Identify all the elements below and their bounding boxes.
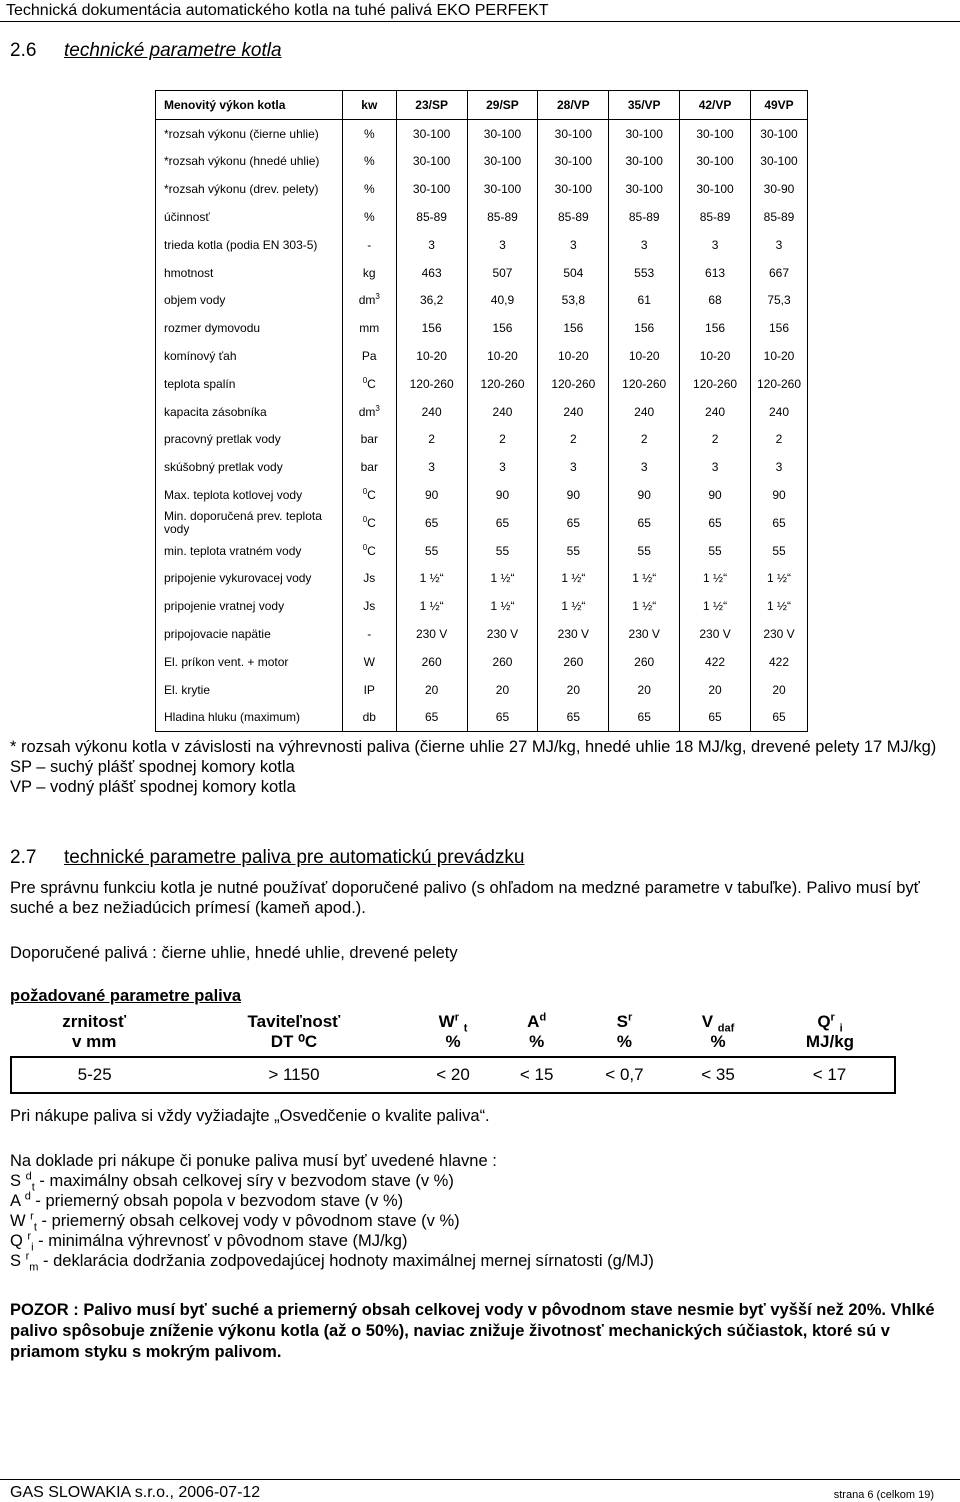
fuel-requirement-paragraph: Pre správnu funkciu kotla je nutné používať doporučené palivo (s ohľadom na medzné parametre v tabuľke). Palivo musí byť suché a bez nežiadúcich prímesí (kameň apod.). <box>10 879 920 917</box>
fuel-header-unit: % <box>710 1032 726 1051</box>
fuel-header-cell <box>11 1008 177 1057</box>
value-cell: 3 <box>538 453 609 481</box>
table-row <box>156 398 808 426</box>
fuel-value-cell: < 35 <box>671 1057 765 1093</box>
value-cell: 2 <box>467 426 538 454</box>
section-title: technické parametre paliva pre automatickú prevádzku <box>64 847 525 868</box>
row-unit: $^0$C <box>342 370 396 398</box>
row-label: min. teplota vratném vody <box>156 537 343 565</box>
value-cell: 90 <box>750 481 807 509</box>
fuel-header-unit: DT ⁰C <box>270 1032 318 1051</box>
value-cell: 90 <box>538 481 609 509</box>
section-title: technické parametre kotla <box>64 40 282 61</box>
value-cell: 230 V <box>680 620 751 648</box>
subscript: i <box>31 1241 34 1254</box>
fuel-header-cell <box>765 1008 895 1057</box>
value-cell: 68 <box>680 287 751 315</box>
table-row <box>156 592 808 620</box>
definition-line: W $^r_t$ - priemerný obsah celkovej vody v pôvodnom stave (v %) <box>10 1210 460 1234</box>
certificate-note: Pri nákupe paliva si vždy vyžiadajte „Osvedčenie o kvalite paliva“. <box>10 1107 490 1125</box>
value-cell: 30-100 <box>396 119 467 147</box>
recommended-fuels: Doporučené palivá : čierne uhlie, hnedé uhlie, drevené pelety <box>10 944 458 962</box>
header-cell: 23/SP <box>396 91 467 120</box>
value-cell: 20 <box>750 676 807 704</box>
value-cell: 3 <box>680 231 751 259</box>
value-cell: 10-20 <box>467 342 538 370</box>
section-2-7-heading <box>10 847 524 869</box>
row-unit: % <box>342 175 396 203</box>
table-row <box>156 509 808 537</box>
value-cell: 1 ½“ <box>396 565 467 593</box>
document-requirements <box>10 1151 654 1274</box>
table-row <box>156 620 808 648</box>
value-cell: 30-100 <box>396 148 467 176</box>
fuel-header-cell <box>671 1008 765 1057</box>
value-cell: 2 <box>396 426 467 454</box>
subscript: t <box>31 1181 35 1194</box>
superscript: r <box>30 1210 34 1223</box>
value-cell: 20 <box>396 676 467 704</box>
row-label: trieda kotla (podia EN 303-5) <box>156 231 343 259</box>
row-unit: - <box>342 620 396 648</box>
value-cell: 30-100 <box>538 175 609 203</box>
table-row <box>156 259 808 287</box>
fuel-header-unit: v mm <box>71 1032 117 1051</box>
value-cell: 240 <box>396 398 467 426</box>
subscript: i <box>839 1022 843 1035</box>
value-cell: 507 <box>467 259 538 287</box>
value-cell: 20 <box>680 676 751 704</box>
value-cell: 55 <box>467 537 538 565</box>
row-unit: % <box>342 203 396 231</box>
header-cell: 42/VP <box>680 91 751 120</box>
value-cell: 2 <box>538 426 609 454</box>
value-cell: 422 <box>750 648 807 676</box>
value-cell: 20 <box>467 676 538 704</box>
value-cell: 85-89 <box>680 203 751 231</box>
value-cell: 65 <box>750 704 807 732</box>
subscript: t <box>33 1221 37 1234</box>
value-cell: 422 <box>680 648 751 676</box>
value-cell: 30-100 <box>609 175 680 203</box>
table-row <box>156 148 808 176</box>
value-cell: 1 ½“ <box>467 592 538 620</box>
value-cell: 3 <box>467 231 538 259</box>
value-cell: 260 <box>538 648 609 676</box>
value-cell: 90 <box>467 481 538 509</box>
table-header-row <box>156 91 808 120</box>
value-cell: 120-260 <box>750 370 807 398</box>
row-label: El. príkon vent. + motor <box>156 648 343 676</box>
value-cell: 20 <box>609 676 680 704</box>
fuel-header-unit: MJ/kg <box>805 1032 855 1051</box>
row-label: hmotnost <box>156 259 343 287</box>
value-cell: 156 <box>538 314 609 342</box>
value-cell: 3 <box>396 231 467 259</box>
definition-line: A $^d$ - priemerný obsah popola v bezvodom stave (v %) <box>10 1190 404 1210</box>
row-label: účinnosť <box>156 203 343 231</box>
value-cell: 120-260 <box>396 370 467 398</box>
table-row <box>156 175 808 203</box>
value-cell: 65 <box>396 704 467 732</box>
row-unit: Js <box>342 565 396 593</box>
value-cell: 504 <box>538 259 609 287</box>
note-vp: VP – vodný plášť spodnej komory kotla <box>10 778 296 796</box>
row-unit: % <box>342 148 396 176</box>
unit-superscript: 0 <box>362 375 368 385</box>
value-cell: 120-260 <box>538 370 609 398</box>
value-cell: 120-260 <box>467 370 538 398</box>
fuel-header-unit: % <box>445 1032 461 1051</box>
value-cell: 230 V <box>538 620 609 648</box>
unit-superscript: 0 <box>362 514 368 524</box>
value-cell: 10-20 <box>396 342 467 370</box>
value-cell: 30-100 <box>680 175 751 203</box>
footer-company: GAS SLOWAKIA s.r.o., 2006-07-12 <box>10 1484 261 1501</box>
header-cell: 28/VP <box>538 91 609 120</box>
value-cell: 90 <box>680 481 751 509</box>
value-cell: 230 V <box>467 620 538 648</box>
row-unit: $^0$C <box>342 509 396 537</box>
superscript: r <box>454 1011 459 1024</box>
header-cell: 49VP <box>750 91 807 120</box>
note-sp: SP – suchý plášť spodnej komory kotla <box>10 758 295 776</box>
value-cell: 75,3 <box>750 287 807 315</box>
value-cell: 240 <box>538 398 609 426</box>
value-cell: 553 <box>609 259 680 287</box>
row-unit: $dm^3$ <box>342 398 396 426</box>
value-cell: 85-89 <box>538 203 609 231</box>
row-label: rozmer dymovodu <box>156 314 343 342</box>
boiler-parameters-table <box>155 90 808 732</box>
value-cell: 65 <box>680 509 751 537</box>
value-cell: 260 <box>396 648 467 676</box>
value-cell: 3 <box>750 453 807 481</box>
fuel-table-caption: požadované parametre paliva <box>10 987 242 1005</box>
fuel-value-cell: > 1150 <box>177 1057 410 1093</box>
subscript: m <box>29 1261 39 1274</box>
header-cell: kw <box>342 91 396 120</box>
fuel-header-symbol: $A^d$ <box>527 1011 547 1031</box>
table-row <box>156 453 808 481</box>
fuel-header-unit: % <box>616 1032 632 1051</box>
value-cell: 3 <box>396 453 467 481</box>
value-cell: 85-89 <box>750 203 807 231</box>
warning-paragraph: POZOR : Palivo musí byť suché a priemerný obsah celkovej vody v pôvodnom stave nesmie byť vyšší než 20%. Vhlké palivo spôsobuje zníženie výkonu kotla (až o 50%), naviac znižuje životnosť mechanických súčiastok, ktoré sú v priamom styku s mokrým palivom. <box>10 1301 935 1361</box>
value-cell: 1 ½“ <box>467 565 538 593</box>
value-cell: 230 V <box>750 620 807 648</box>
value-cell: 1 ½“ <box>396 592 467 620</box>
value-cell: 3 <box>680 453 751 481</box>
value-cell: 3 <box>609 231 680 259</box>
row-label: pripojovacie napätie <box>156 620 343 648</box>
value-cell: 65 <box>538 704 609 732</box>
row-unit: % <box>342 119 396 147</box>
value-cell: 55 <box>609 537 680 565</box>
row-unit: db <box>342 704 396 732</box>
row-label: komínový ťah <box>156 342 343 370</box>
unit-superscript: 3 <box>375 292 380 302</box>
row-unit: - <box>342 231 396 259</box>
value-cell: 30-100 <box>396 175 467 203</box>
value-cell: 65 <box>467 509 538 537</box>
notes-block <box>10 737 955 797</box>
value-cell: 1 ½“ <box>609 592 680 620</box>
value-cell: 260 <box>609 648 680 676</box>
superscript: d <box>24 1190 31 1203</box>
row-label: *rozsah výkonu (hnedé uhlie) <box>156 148 343 176</box>
value-cell: 1 ½“ <box>538 592 609 620</box>
value-cell: 156 <box>750 314 807 342</box>
table-row <box>156 370 808 398</box>
value-cell: 30-100 <box>538 148 609 176</box>
fuel-header-cell <box>496 1008 578 1057</box>
value-cell: 30-100 <box>609 119 680 147</box>
fuel-header-cell <box>411 1008 496 1057</box>
unit-superscript: 3 <box>375 403 380 413</box>
value-cell: 30-100 <box>750 119 807 147</box>
value-cell: 667 <box>750 259 807 287</box>
definition-line: S $^d_t$ - maximálny obsah celkovej síry v bezvodom stave (v %) <box>10 1170 454 1194</box>
row-unit: $^0$C <box>342 537 396 565</box>
row-unit: bar <box>342 426 396 454</box>
row-label: objem vody <box>156 287 343 315</box>
value-cell: 1 ½“ <box>538 565 609 593</box>
row-label: pripojenie vratnej vody <box>156 592 343 620</box>
value-cell: 156 <box>467 314 538 342</box>
section-2-6-heading <box>10 40 282 62</box>
table-row <box>156 203 808 231</box>
value-cell: 20 <box>538 676 609 704</box>
row-unit: Js <box>342 592 396 620</box>
value-cell: 10-20 <box>750 342 807 370</box>
value-cell: 613 <box>680 259 751 287</box>
header-cell: 29/SP <box>467 91 538 120</box>
value-cell: 120-260 <box>609 370 680 398</box>
fuel-header-row <box>11 1008 895 1057</box>
row-unit: kg <box>342 259 396 287</box>
definition-line: Q $^r_i$ - minimálna výhrevnosť v pôvodnom stave (MJ/kg) <box>10 1230 408 1254</box>
table-row <box>156 565 808 593</box>
row-label: pripojenie vykurovacej vody <box>156 565 343 593</box>
value-cell: 65 <box>467 704 538 732</box>
value-cell: 10-20 <box>609 342 680 370</box>
row-label: skúšobný pretlak vody <box>156 453 343 481</box>
value-cell: 65 <box>538 509 609 537</box>
value-cell: 30-100 <box>538 119 609 147</box>
row-unit: Pa <box>342 342 396 370</box>
value-cell: 1 ½“ <box>750 592 807 620</box>
value-cell: 240 <box>750 398 807 426</box>
fuel-value-cell: < 17 <box>765 1057 895 1093</box>
superscript: d <box>25 1170 32 1183</box>
value-cell: 36,2 <box>396 287 467 315</box>
fuel-value-cell: < 20 <box>411 1057 496 1093</box>
superscript: r <box>25 1250 30 1263</box>
table-row <box>156 119 808 147</box>
value-cell: 156 <box>609 314 680 342</box>
value-cell: 1 ½“ <box>609 565 680 593</box>
section-number: 2.6 <box>10 40 37 61</box>
value-cell: 10-20 <box>680 342 751 370</box>
row-label: *rozsah výkonu (čierne uhlie) <box>156 119 343 147</box>
value-cell: 90 <box>609 481 680 509</box>
row-label: *rozsah výkonu (drev. pelety) <box>156 175 343 203</box>
value-cell: 240 <box>467 398 538 426</box>
table-row <box>156 231 808 259</box>
row-label: teplota spalín <box>156 370 343 398</box>
superscript: r <box>627 1011 633 1024</box>
value-cell: 3 <box>750 231 807 259</box>
row-label: Min. doporučená prev. teplota vody <box>156 509 343 537</box>
value-cell: 1 ½“ <box>680 592 751 620</box>
header-cell: 35/VP <box>609 91 680 120</box>
superscript: d <box>539 1011 547 1024</box>
table-row <box>156 287 808 315</box>
superscript: r <box>830 1011 835 1024</box>
value-cell: 260 <box>467 648 538 676</box>
value-cell: 85-89 <box>467 203 538 231</box>
row-unit: bar <box>342 453 396 481</box>
value-cell: 55 <box>750 537 807 565</box>
unit-superscript: 0 <box>362 487 368 497</box>
value-cell: 30-90 <box>750 175 807 203</box>
value-cell: 65 <box>680 704 751 732</box>
value-cell: 2 <box>680 426 751 454</box>
value-cell: 65 <box>750 509 807 537</box>
value-cell: 53,8 <box>538 287 609 315</box>
fuel-header-symbol: $W^r$ $_t$ <box>438 1011 468 1035</box>
value-cell: 55 <box>396 537 467 565</box>
value-cell: 230 V <box>609 620 680 648</box>
subscript: t <box>463 1022 468 1035</box>
fuel-header-cell <box>578 1008 671 1057</box>
superscript: r <box>27 1230 32 1243</box>
row-label: pracovný pretlak vody <box>156 426 343 454</box>
row-unit: mm <box>342 314 396 342</box>
value-cell: 30-100 <box>680 148 751 176</box>
fuel-value-cell: < 15 <box>496 1057 578 1093</box>
value-cell: 156 <box>396 314 467 342</box>
value-cell: 120-260 <box>680 370 751 398</box>
table-row <box>156 481 808 509</box>
value-cell: 30-100 <box>467 175 538 203</box>
value-cell: 3 <box>467 453 538 481</box>
requirements-intro: Na doklade pri nákupe či ponuke paliva musí byť uvedené hlavne : <box>10 1152 497 1170</box>
table-row <box>156 704 808 732</box>
value-cell: 3 <box>538 231 609 259</box>
table-row <box>156 676 808 704</box>
note-power-range: * rozsah výkonu kotla v závislosti na výhrevnosti paliva (čierne uhlie 27 MJ/kg, hnedé uhlie 18 MJ/kg, drevené pelety 17 MJ/kg) <box>10 738 937 756</box>
value-cell: 30-100 <box>750 148 807 176</box>
table-row <box>156 314 808 342</box>
footer-page-number: strana 6 (celkom 19) <box>833 1489 934 1501</box>
header-cell: Menovitý výkon kotla <box>156 91 343 120</box>
value-cell: 61 <box>609 287 680 315</box>
value-cell: 30-100 <box>467 119 538 147</box>
value-cell: 65 <box>396 509 467 537</box>
value-cell: 2 <box>750 426 807 454</box>
row-label: El. krytie <box>156 676 343 704</box>
section-number: 2.7 <box>10 847 37 868</box>
value-cell: 85-89 <box>396 203 467 231</box>
value-cell: 1 ½“ <box>750 565 807 593</box>
value-cell: 10-20 <box>538 342 609 370</box>
value-cell: 40,9 <box>467 287 538 315</box>
unit-superscript: 0 <box>362 542 368 552</box>
table-row <box>156 426 808 454</box>
row-unit: IP <box>342 676 396 704</box>
value-cell: 30-100 <box>467 148 538 176</box>
value-cell: 85-89 <box>609 203 680 231</box>
value-cell: 65 <box>609 704 680 732</box>
value-cell: 3 <box>609 453 680 481</box>
fuel-parameters-table <box>10 1008 896 1094</box>
value-cell: 230 V <box>396 620 467 648</box>
fuel-header-cell <box>177 1008 410 1057</box>
definition-line: S $^r_m$ - deklarácia dodržania zodpovedajúcej hodnoty maximálnej mernej sírnatosti (g/MJ) <box>10 1250 654 1274</box>
row-unit: W <box>342 648 396 676</box>
subscript: daf <box>717 1022 735 1035</box>
value-cell: 55 <box>680 537 751 565</box>
row-unit: $^0$C <box>342 481 396 509</box>
fuel-header-symbol: $Q^r$ $_i$ <box>817 1011 843 1035</box>
value-cell: 240 <box>609 398 680 426</box>
row-label: Hladina hluku (maximum) <box>156 704 343 732</box>
table-row <box>156 537 808 565</box>
fuel-value-cell: < 0,7 <box>578 1057 671 1093</box>
row-unit: $dm^3$ <box>342 287 396 315</box>
fuel-header-unit: % <box>529 1032 545 1051</box>
value-cell: 30-100 <box>680 119 751 147</box>
table-row <box>156 648 808 676</box>
value-cell: 2 <box>609 426 680 454</box>
value-cell: 65 <box>609 509 680 537</box>
row-label: Max. teplota kotlovej vody <box>156 481 343 509</box>
fuel-header-symbol: $S^r$ <box>616 1011 633 1031</box>
fuel-value-cell: 5-25 <box>11 1057 177 1093</box>
value-cell: 156 <box>680 314 751 342</box>
document-header: Technická dokumentácia automatického kotla na tuhé palivá EKO PERFEKT <box>0 0 960 22</box>
table-row <box>156 342 808 370</box>
fuel-header-symbol: zrnitosť <box>62 1012 127 1031</box>
fuel-header-symbol: V $_{daf}$ <box>701 1012 735 1035</box>
value-cell: 55 <box>538 537 609 565</box>
value-cell: 90 <box>396 481 467 509</box>
fuel-values-row <box>11 1057 895 1093</box>
value-cell: 240 <box>680 398 751 426</box>
value-cell: 463 <box>396 259 467 287</box>
value-cell: 1 ½“ <box>680 565 751 593</box>
fuel-header-symbol: Taviteľnosť <box>247 1012 341 1031</box>
footer-divider <box>0 1479 960 1480</box>
value-cell: 30-100 <box>609 148 680 176</box>
row-label: kapacita zásobníka <box>156 398 343 426</box>
